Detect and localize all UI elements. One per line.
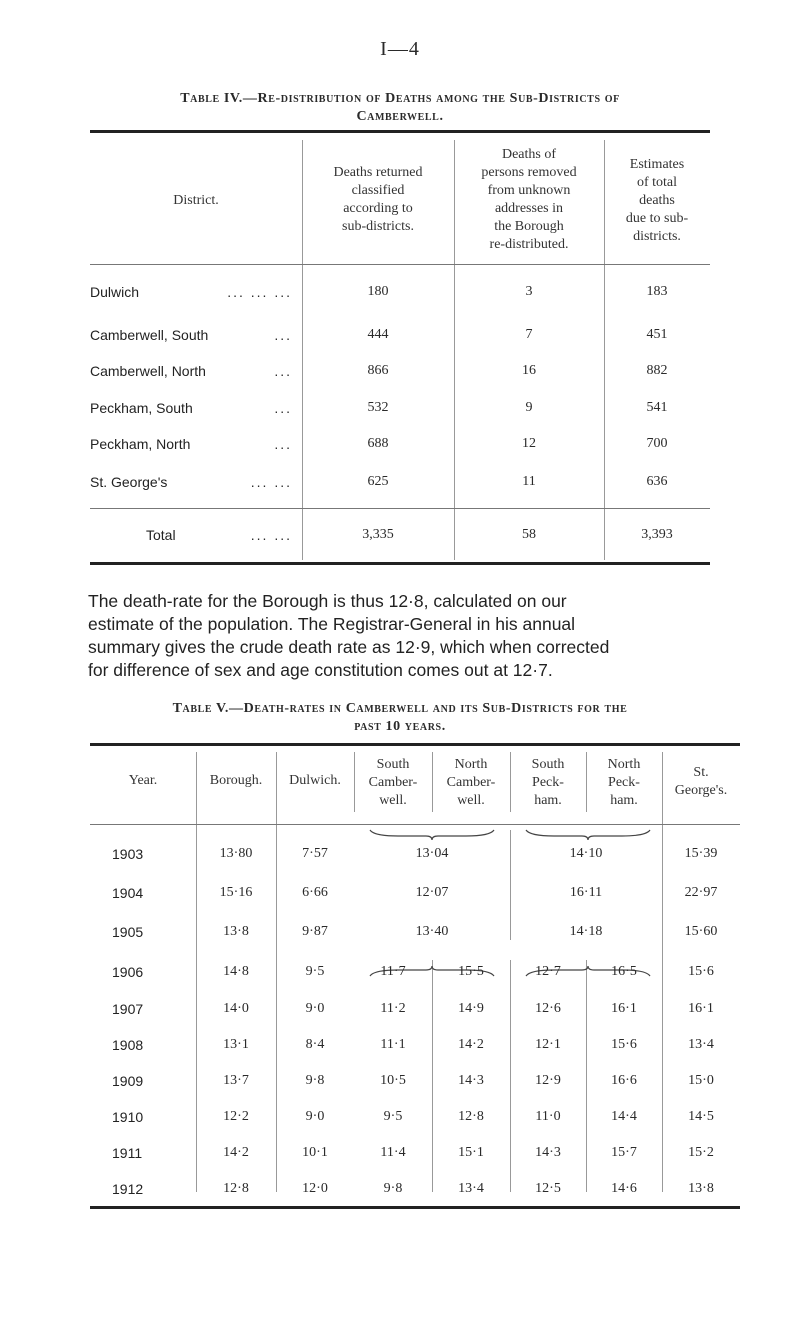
header-line: ham. (610, 793, 638, 808)
year-cell: 1911 (112, 1145, 143, 1161)
header-line: Peck- (608, 775, 640, 790)
table-v-header-south-peckham (510, 756, 586, 810)
st-georges-rate: 13·8 (688, 1181, 714, 1196)
header-line: ham. (534, 793, 562, 808)
district-name: Peckham, North (90, 436, 191, 452)
header-line: from unknown (487, 183, 571, 198)
deaths-returned: 866 (367, 363, 389, 378)
deaths-removed: 9 (525, 400, 533, 415)
south-camberwell-rate: 9·8 (383, 1181, 403, 1196)
deaths-removed: 7 (525, 327, 533, 342)
borough-rate: 13·1 (223, 1037, 249, 1052)
table-iv-caption-line2: Camberwell. (356, 109, 444, 124)
year-cell: 1907 (112, 1001, 144, 1017)
year-cell: 1905 (112, 924, 144, 940)
header-line: Camber- (368, 775, 418, 790)
deaths-removed: 11 (522, 474, 536, 489)
header-line: re-distributed. (489, 237, 569, 252)
south-camberwell-rate: 9·5 (383, 1109, 403, 1124)
deaths-estimate: 451 (646, 327, 668, 342)
st-georges-rate: 15·2 (688, 1145, 714, 1160)
header-line: Deaths returned (333, 165, 423, 180)
header-line: Estimates (629, 157, 685, 172)
borough-rate: 14·8 (223, 964, 249, 979)
header-line: sub-districts. (342, 219, 414, 234)
year-cell: 1903 (112, 846, 144, 862)
table-iv-top-rule (90, 130, 710, 133)
st-georges-rate: 15·39 (684, 846, 718, 861)
table-v-bottom-rule (90, 1206, 740, 1209)
north-camberwell-rate: 14·2 (458, 1037, 484, 1052)
north-camberwell-rate: 14·3 (458, 1073, 484, 1088)
header-line: districts. (633, 229, 681, 244)
leader-dots: ... (274, 327, 292, 343)
deaths-estimate: 183 (646, 284, 668, 299)
st-georges-rate: 16·1 (688, 1001, 714, 1016)
deaths-returned: 625 (367, 474, 389, 489)
north-camberwell-rate: 14·9 (458, 1001, 484, 1016)
south-peckham-rate: 12·9 (535, 1073, 561, 1088)
leader-dots: ... ... ... (227, 284, 292, 300)
table-v-header-rule (90, 824, 740, 825)
leader-dots: ... (274, 400, 292, 416)
leader-dots: ... ... (250, 474, 292, 490)
paragraph-line: estimate of the population. The Registrar-General in his annual (88, 614, 576, 634)
district-name: Peckham, South (90, 400, 193, 416)
south-peckham-rate: 12·6 (535, 1001, 561, 1016)
borough-rate: 14·0 (223, 1001, 249, 1016)
header-line: South (531, 757, 565, 772)
north-camberwell-rate: 15·5 (458, 964, 484, 979)
total-returned: 3,335 (362, 527, 394, 542)
deaths-estimate: 882 (646, 363, 668, 378)
deaths-removed: 12 (522, 436, 536, 451)
year-cell: 1904 (112, 885, 144, 901)
north-peckham-rate: 16·6 (611, 1073, 637, 1088)
total-label: Total (146, 527, 176, 543)
borough-rate: 12·2 (223, 1109, 249, 1124)
paragraph-line: summary gives the crude death rate as 12·9, which when corrected (88, 637, 610, 657)
table-v-caption-line1: Table V.—Death-rates in Camberwell and its Sub-Districts for the (172, 701, 628, 716)
district-name: Camberwell, North (90, 363, 206, 379)
st-georges-rate: 15·60 (684, 924, 718, 939)
header-line: North (454, 757, 488, 772)
leader-dots: ... (274, 363, 292, 379)
south-peckham-rate: 12·1 (535, 1037, 561, 1052)
year-cell: 1909 (112, 1073, 144, 1089)
south-camberwell-rate: 11·1 (380, 1037, 406, 1052)
total-estimate: 3,393 (641, 527, 673, 542)
north-peckham-rate: 14·4 (611, 1109, 637, 1124)
header-line: deaths (639, 193, 675, 208)
borough-rate: 13·8 (223, 924, 249, 939)
deaths-estimate: 541 (646, 400, 668, 415)
dulwich-rate: 10·1 (302, 1145, 328, 1160)
brace-peckham-merged (524, 828, 652, 842)
table-iv-header-returned (302, 164, 454, 236)
north-camberwell-rate: 15·1 (458, 1145, 484, 1160)
north-peckham-rate: 15·6 (611, 1037, 637, 1052)
table-v-caption-line2: past 10 years. (354, 719, 446, 734)
dulwich-rate: 9·87 (302, 924, 328, 939)
table-iv-header-removed (454, 146, 604, 254)
header-line: St. (693, 765, 709, 780)
table-v-header-year: Year. (128, 773, 158, 788)
deaths-removed: 3 (525, 284, 533, 299)
borough-rate: 15·16 (219, 885, 253, 900)
table-v-header-borough: Borough. (209, 773, 263, 788)
table-iv-header-estimates (604, 156, 710, 246)
brace-camberwell-merged (368, 828, 496, 842)
dulwich-rate: 9·8 (305, 1073, 325, 1088)
st-georges-rate: 15·0 (688, 1073, 714, 1088)
peckham-combined-rate: 16·11 (569, 885, 603, 900)
paragraph-line: for difference of sex and age constitution comes out at 12·7. (88, 660, 553, 680)
header-line: George's. (674, 783, 728, 798)
table-iv-bottom-rule (90, 562, 710, 565)
total-removed: 58 (522, 527, 536, 542)
year-cell: 1908 (112, 1037, 144, 1053)
death-rate-paragraph (88, 590, 724, 682)
peckham-combined-rate: 14·18 (569, 924, 603, 939)
header-line: Camber- (446, 775, 496, 790)
dulwich-rate: 6·66 (302, 885, 328, 900)
south-camberwell-rate: 11·7 (380, 964, 406, 979)
header-line: classified (351, 183, 405, 198)
camberwell-combined-rate: 13·04 (415, 846, 449, 861)
south-camberwell-rate: 11·4 (380, 1145, 406, 1160)
table-v-header-south-camberwell (354, 756, 432, 810)
district-name: Dulwich (90, 284, 140, 300)
north-peckham-rate: 16·5 (611, 964, 637, 979)
leader-dots: ... ... (250, 527, 292, 543)
header-line: North (607, 757, 641, 772)
dulwich-rate: 8·4 (305, 1037, 325, 1052)
st-georges-rate: 22·97 (684, 885, 718, 900)
deaths-returned: 444 (367, 327, 389, 342)
deaths-returned: 688 (367, 436, 389, 451)
north-peckham-rate: 15·7 (611, 1145, 637, 1160)
table-v-header-dulwich: Dulwich. (289, 773, 341, 788)
table-v-top-rule (90, 743, 740, 746)
south-camberwell-rate: 11·2 (380, 1001, 406, 1016)
south-peckham-rate: 14·3 (535, 1145, 561, 1160)
st-georges-rate: 15·6 (688, 964, 714, 979)
deaths-estimate: 636 (646, 474, 668, 489)
header-line: well. (379, 793, 407, 808)
north-camberwell-rate: 12·8 (458, 1109, 484, 1124)
header-line: persons removed (481, 165, 577, 180)
table-iv-total-rule (90, 508, 710, 509)
year-cell: 1906 (112, 964, 144, 980)
borough-rate: 14·2 (223, 1145, 249, 1160)
south-peckham-rate: 12·7 (535, 964, 561, 979)
table-v-header-north-peckham (586, 756, 662, 810)
camberwell-combined-rate: 12·07 (415, 885, 449, 900)
peckham-combined-rate: 14·10 (569, 846, 603, 861)
north-peckham-rate: 14·6 (611, 1181, 637, 1196)
table-iv-header-rule (90, 264, 710, 265)
st-georges-rate: 13·4 (688, 1037, 714, 1052)
dulwich-rate: 9·0 (305, 1109, 325, 1124)
header-line: according to (343, 201, 413, 216)
dulwich-rate: 9·0 (305, 1001, 325, 1016)
header-line: Peck- (532, 775, 564, 790)
north-camberwell-rate: 13·4 (458, 1181, 484, 1196)
year-cell: 1912 (112, 1181, 144, 1197)
district-name: Camberwell, South (90, 327, 209, 343)
deaths-returned: 532 (367, 400, 389, 415)
paragraph-line: The death-rate for the Borough is thus 12·8, calculated on our (88, 591, 567, 611)
st-georges-rate: 14·5 (688, 1109, 714, 1124)
north-peckham-rate: 16·1 (611, 1001, 637, 1016)
year-cell: 1910 (112, 1109, 144, 1125)
deaths-removed: 16 (522, 363, 536, 378)
deaths-estimate: 700 (646, 436, 668, 451)
dulwich-rate: 9·5 (305, 964, 325, 979)
south-peckham-rate: 11·0 (535, 1109, 561, 1124)
dulwich-rate: 7·57 (302, 846, 328, 861)
camberwell-combined-rate: 13·40 (415, 924, 449, 939)
header-line: Deaths of (501, 147, 557, 162)
borough-rate: 13·80 (219, 846, 253, 861)
header-line: South (376, 757, 410, 772)
south-peckham-rate: 12·5 (535, 1181, 561, 1196)
borough-rate: 12·8 (223, 1181, 249, 1196)
header-line: of total (636, 175, 678, 190)
leader-dots: ... (274, 436, 292, 452)
south-camberwell-rate: 10·5 (380, 1073, 406, 1088)
district-name: St. George's (90, 474, 168, 490)
table-v-header-north-camberwell (432, 756, 510, 810)
header-line: addresses in (494, 201, 564, 216)
dulwich-rate: 12·0 (302, 1181, 328, 1196)
deaths-returned: 180 (367, 284, 389, 299)
header-line: the Borough (494, 219, 564, 234)
page-number: I—4 (380, 38, 420, 60)
header-line: well. (457, 793, 485, 808)
table-iv-header-district: District. (173, 193, 219, 208)
borough-rate: 13·7 (223, 1073, 249, 1088)
table-iv-caption-line1: Table IV.—Re-distribution of Deaths among the Sub-Districts of (180, 91, 620, 106)
table-v-header-st-georges (662, 764, 740, 800)
header-line: due to sub- (625, 211, 689, 226)
